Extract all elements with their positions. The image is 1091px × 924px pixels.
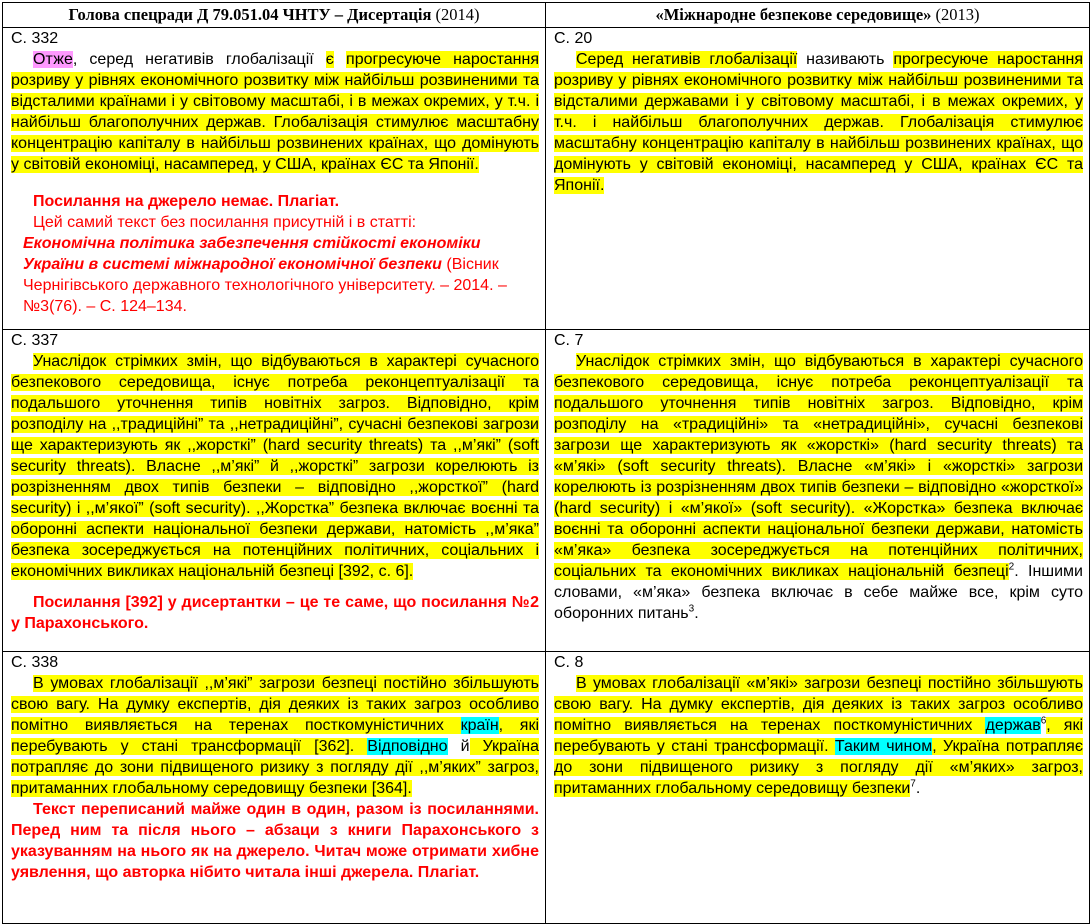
- comparison-table: [2, 2, 1090, 924]
- plagiarism-note: Посилання [392] у дисертантки – це те саме, що посилання №2 у Парахонського.: [11, 594, 539, 632]
- header-right: [546, 3, 1090, 28]
- left-cell-2: [3, 330, 546, 652]
- highlight-yellow: , які перебувають у стані трансформації [362].: [11, 717, 540, 755]
- header-left-year: (2014): [435, 5, 480, 24]
- footnote-marker: 2: [1008, 561, 1015, 573]
- left-paragraph: [11, 351, 539, 582]
- highlight-yellow: є: [325, 51, 334, 68]
- header-right-title: «Міжнародне безпекове середовище»: [655, 5, 932, 24]
- highlight-yellow: прогресуюче наростання розриву у рівнях економічного розвитку між найбільш розвиненими та відсталими країнами і у світовому масштабі, і в межах окремих, у т.ч. і найбільш благополучних держав. Глобалізація стимулює масштабну концентрацію капіталу в найбільш розвинених країнах, що домінують у світовій економіці, насамперед, у США, країнах ЄС та Японії.: [11, 51, 539, 173]
- text-span: називають: [797, 51, 894, 68]
- right-cell-1: [546, 28, 1090, 330]
- plagiarism-note-text: Цей самий текст без посилання присутній і в статті:: [33, 214, 417, 231]
- comparison-row-3: [3, 652, 1090, 924]
- article-source: (Вісник Чернігівського державного технологічного університету. – 2014. – №3(76). – С. 124–134.: [23, 256, 507, 315]
- footnote-marker: 3: [688, 603, 695, 615]
- highlight-cyan: країн: [460, 717, 499, 734]
- highlight-yellow: В умовах глобалізації «м’які» загрози безпеці постійно збільшують свою вагу. На думку експертів, дія деяких із таких загроз особливо помітно виявляється на теренах посткомуністичних: [554, 675, 1083, 734]
- page-ref: С. 20: [554, 30, 593, 47]
- text-span: . Іншими словами, «м’яка» безпека включає в себе майже все, крім суто оборонних питань: [554, 563, 1083, 622]
- page-ref: С. 337: [11, 332, 59, 349]
- right-cell-3: [546, 652, 1090, 924]
- highlight-cyan: Відповідно: [367, 738, 448, 755]
- highlight-yellow: , Україна потрапляє до зони підвищеного ризику з погляду дії «м’яких» загроз, притаманних глобальному середовищу безпеки: [554, 738, 1083, 797]
- plagiarism-note-source: [11, 233, 539, 317]
- left-paragraph: [11, 49, 539, 175]
- plagiarism-note-title: Посилання на джерело немає. Плагіат.: [33, 193, 340, 210]
- header-left: [3, 3, 546, 28]
- header-row: [3, 3, 1090, 28]
- highlight-cyan: Таким чином: [834, 738, 933, 755]
- right-paragraph: [554, 351, 1083, 624]
- page-ref: С. 8: [554, 654, 584, 671]
- highlight-yellow: Унаслідок стрімких змін, що відбуваються в характері сучасного безпекового середовища, існує потреба реконцептуалізації та подальшого уточнення типів новітніх загроз. Відповідно, крім розподілу на «традиційні» та «нетрадиційні», сучасні безпекові загрози ще характеризують як «жорсткі» (hard security threats) та «м’які» (soft security threats). Власне «м’які» і «жорсткі» загрози корелюють із розрізненням двох типів безпеки – відповідно «жорсткої» (hard security) і «м’якої» (soft security). «Жорстка» безпека включає воєнні та оборонні аспекти національної безпеки держави, натомість «м’яка» безпека зосереджується на потенційних політичних, соціальних та економічних викликах національній безпеці: [554, 353, 1083, 580]
- highlight-yellow: , які перебувають у стані трансформації.: [554, 717, 1084, 755]
- right-cell-2: [546, 330, 1090, 652]
- header-left-title: Голова спецради Д 79.051.04 ЧНТУ – Дисертація: [68, 5, 432, 24]
- highlight-yellow: Унаслідок стрімких змін, що відбуваються в характері сучасного безпекового середовища, існує потреба реконцептуалізації та подальшого уточнення типів новітніх загроз. Відповідно, крім розподілу на ,,традиційні” та ,,нетрадиційні”, сучасні безпекові загрози ще характеризують як ,,жорсткі” (hard security threats) та ,,м’які” (soft security threats). Власне ,,м’які” й ,,жорсткі” загрози корелюють із розрізненням двох типів безпеки – відповідно ,,жорсткої” (hard security) і ,,м’якої” (soft security). ,,Жорстка” безпека включає воєнні та оборонні аспекти національної безпеки держави, натомість ,,м’яка” безпека зосереджується на потенційних політичних, соціальних і економічних викликах національній безпеці [392, с. 6].: [11, 353, 539, 580]
- header-right-year: (2013): [935, 5, 980, 24]
- highlight-cyan: держав: [985, 717, 1041, 734]
- right-paragraph: [554, 49, 1083, 196]
- text-span: й: [447, 738, 470, 755]
- article-title: Економічна політика забезпечення стійкості економіки України в системі міжнародної економічної безпеки: [23, 235, 481, 273]
- text-span: , серед негативів глобалізації: [72, 51, 326, 68]
- page-ref: С. 338: [11, 654, 59, 671]
- page-ref: С. 7: [554, 332, 584, 349]
- highlight-yellow: прогресуюче наростання розриву у рівнях економічного розвитку між найбільш розвиненими та відсталими державами і у світовому масштабі, і в межах окремих, у т.ч. і найбільш благополучних держав. Глобалізація стимулює масштабну концентрацію капіталу в найбільш розвинених країнах, що домінують у світовій економіці, насамперед у США, країнах ЄС та Японії.: [554, 51, 1084, 194]
- page-ref: С. 332: [11, 30, 59, 47]
- left-cell-1: [3, 28, 546, 330]
- comparison-row-1: [3, 28, 1090, 330]
- highlight-yellow: Україна потрапляє до зони підвищеного ризику з погляду дії ,,м’яких” загроз, притаманних глобальному середовищу безпеки [364].: [11, 738, 539, 797]
- text-span: .: [915, 780, 921, 797]
- highlight-yellow: В умовах глобалізації ,,м’які” загрози безпеці постійно збільшують свою вагу. На думку експертів, дія деяких із таких загроз особливо помітно виявляється на теренах посткомуністичних: [11, 675, 539, 734]
- footnote-marker: 7: [910, 778, 916, 790]
- right-paragraph: [554, 673, 1083, 799]
- footnote-marker: 6: [1040, 715, 1047, 727]
- comparison-row-2: [3, 330, 1090, 652]
- left-cell-3: [3, 652, 546, 924]
- highlight-yellow: Серед негативів глобалізації: [576, 51, 798, 68]
- left-paragraph: [11, 673, 539, 799]
- highlight-pink: Отже: [33, 51, 73, 68]
- plagiarism-note: Текст переписаний майже один в один, разом із посиланнями. Перед ним та після нього – абзаци з книги Парахонського з указуванням на нього як на джерело. Читач може отримати хибне уявлення, що авторка нібито читала інші джерела. Плагіат.: [11, 801, 539, 881]
- text-span: .: [694, 605, 699, 622]
